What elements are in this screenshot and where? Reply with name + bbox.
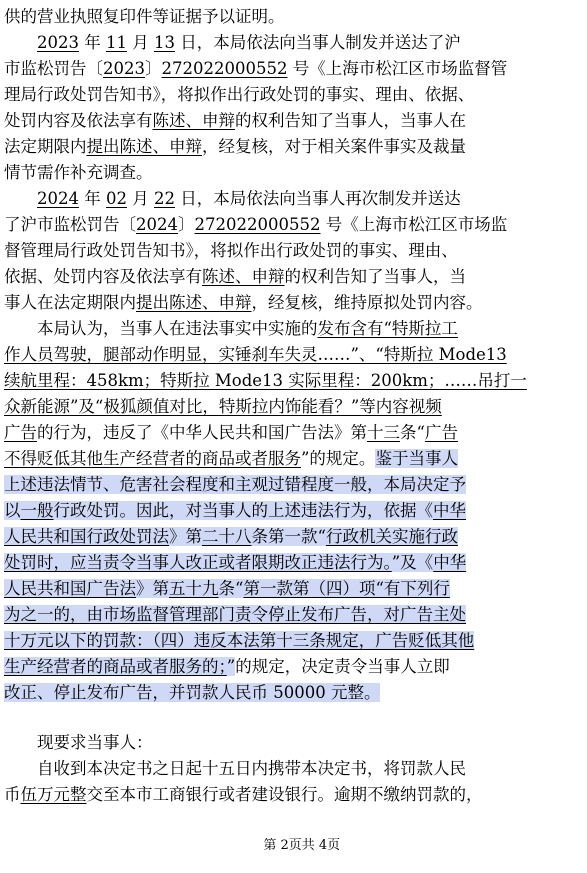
text-segment: 现要求当事人： bbox=[37, 733, 153, 752]
highlighted-text: 上述违法情节、危害社会程度和主观过错程度一般，本局决定予 bbox=[4, 475, 466, 494]
highlighted-text: 》第 bbox=[136, 579, 169, 598]
underlined-text: 提出陈述、申辩 bbox=[86, 137, 202, 156]
text-line bbox=[4, 368, 583, 394]
text-segment: 号《上海市松江区市场监督管 bbox=[287, 59, 508, 78]
highlighted-text: 改正、停止发布广告，并罚款人民币 50000 元整。 bbox=[4, 683, 381, 702]
text-line bbox=[4, 316, 587, 342]
text-segment: 交至本市工商银行或者建设银行。逾期不缴纳罚款的， bbox=[86, 785, 483, 804]
highlighted-text: 五十九 bbox=[169, 579, 219, 598]
text-segment: 供的营业执照复印件等证据予以证明。 bbox=[4, 7, 285, 26]
underlined-text: 272022000552 bbox=[161, 59, 288, 78]
text-line bbox=[4, 730, 587, 756]
underlined-text: 伍万元整 bbox=[20, 785, 87, 804]
text-line bbox=[4, 680, 583, 706]
text-line bbox=[4, 108, 583, 134]
text-segment: ，经复核，对于相关案件事实及裁量 bbox=[202, 137, 466, 156]
text-segment: 理局行政处罚告知书》，将拟作出行政处罚的事实、理由、依据、 bbox=[4, 85, 475, 104]
footer-prefix: 第 bbox=[263, 838, 281, 853]
underlined-text: 2023 bbox=[37, 33, 79, 52]
text-line bbox=[4, 264, 583, 290]
text-line bbox=[4, 576, 583, 602]
text-segment: 月 bbox=[127, 189, 154, 208]
highlighted-text: 鉴于当事人 bbox=[375, 449, 458, 468]
underlined-text: 272022000552 bbox=[194, 215, 321, 234]
text-segment: 督管理局行政处罚告知书》，将拟作出行政处罚的事实、理由、 bbox=[4, 241, 458, 260]
text-segment: 的行为，违反了《中华人民共和国广告法》第 bbox=[37, 423, 367, 442]
text-line bbox=[4, 782, 583, 808]
text-line bbox=[4, 134, 583, 160]
underlined-text: 众新能源”及“极狐颜值对比，特斯拉内饰能看？”等内容视频 bbox=[4, 397, 442, 416]
underlined-text: 广告 bbox=[4, 423, 37, 442]
text-segment: 年 bbox=[79, 33, 106, 52]
text-segment: 〕 bbox=[178, 215, 195, 234]
footer-middle: 页共 bbox=[288, 838, 319, 853]
highlighted-text: 中华 bbox=[433, 501, 466, 520]
text-line bbox=[4, 394, 583, 420]
footer-page-number: 2 bbox=[280, 838, 289, 853]
highlighted-text: 行政机关实施行政 bbox=[325, 527, 458, 546]
text-segment: 的权利告知了当事人，当 bbox=[284, 267, 466, 286]
highlighted-text: 人民共和国广告法 bbox=[4, 579, 136, 598]
text-line bbox=[4, 602, 583, 628]
text-line bbox=[4, 238, 583, 264]
text-segment: 依据、处罚内容及依法享有 bbox=[4, 267, 202, 286]
highlighted-text: 条“ bbox=[218, 579, 244, 598]
highlighted-text: 二十八 bbox=[202, 527, 252, 546]
text-line bbox=[4, 30, 587, 56]
text-segment: 的规定，决定责令当事人立即 bbox=[235, 657, 450, 676]
text-segment: 〕 bbox=[145, 59, 162, 78]
highlighted-text: 》第 bbox=[169, 527, 202, 546]
text-line bbox=[4, 550, 583, 576]
highlighted-text: 为之一的，由市场监督管理部门责令停止发布广告，对广告主处 bbox=[4, 605, 466, 624]
text-segment: 月 bbox=[127, 33, 154, 52]
text-line bbox=[4, 472, 583, 498]
highlighted-text: 第一款第（四）项“有下列行 bbox=[243, 579, 450, 598]
text-line bbox=[4, 4, 583, 30]
highlighted-text: 以 bbox=[4, 501, 21, 520]
footer-total-pages: 4 bbox=[318, 838, 328, 853]
text-line bbox=[4, 524, 583, 550]
text-line bbox=[4, 654, 583, 680]
underlined-text: 十三 bbox=[367, 423, 400, 442]
text-segment: 了沪市监松罚告〔 bbox=[4, 215, 136, 234]
highlighted-text: 中华 bbox=[433, 553, 467, 572]
underlined-text: 13 bbox=[154, 33, 175, 52]
highlighted-text: 人民共和国行政处罚法 bbox=[4, 527, 169, 546]
highlighted-text: ” bbox=[226, 657, 236, 676]
highlighted-text: 生产经营者的商品或者服务的； bbox=[4, 657, 227, 676]
underlined-text: 续航里程：458km；特斯拉 Mode13 实际里程：200km；……吊打一 bbox=[4, 371, 527, 390]
page-footer bbox=[0, 819, 587, 873]
underlined-text: 11 bbox=[106, 33, 127, 52]
text-segment: 号《上海市松江区市场监 bbox=[320, 215, 508, 234]
underlined-text: 2024 bbox=[136, 215, 178, 234]
underlined-text: 作人员驾驶，腿部动作明显，实锤刹车失灵……”、“特斯拉 Mode13 bbox=[4, 345, 507, 364]
text-segment: 的权利告知了当事人，当事人在 bbox=[235, 111, 466, 130]
text-segment: 条“ bbox=[400, 423, 425, 442]
text-segment: 年 bbox=[79, 189, 106, 208]
underlined-text: 广告 bbox=[424, 423, 458, 442]
text-segment: 本局认为，当事人在违法事实中实施的 bbox=[37, 319, 318, 338]
text-segment: 日，本局依法向当事人制发并送达了沪 bbox=[175, 33, 461, 52]
highlighted-text: 一般 bbox=[20, 501, 54, 520]
highlighted-text: 十万元以下的罚款：（四）违反本法第十三条规定，广告贬低其他 bbox=[4, 631, 475, 650]
text-line bbox=[4, 160, 583, 186]
text-segment: 情节需作补充调查。 bbox=[4, 163, 153, 182]
text-segment: 自收到本决定书之日起十五日内携带本决定书，将罚款人民 bbox=[37, 759, 466, 778]
text-line bbox=[4, 82, 583, 108]
underlined-text: 提出陈述、申辩 bbox=[136, 293, 252, 312]
text-segment: 法定期限内 bbox=[4, 137, 87, 156]
text-segment: 币 bbox=[4, 785, 21, 804]
underlined-text: 02 bbox=[106, 189, 127, 208]
text-segment: 处罚内容及依法享有 bbox=[4, 111, 153, 130]
underlined-text: 发布含有“特斯拉工 bbox=[317, 319, 458, 338]
highlighted-text: 行政处罚。因此，对当事人的上述违法行为，依据《 bbox=[53, 501, 433, 520]
text-line bbox=[4, 186, 587, 212]
text-line bbox=[4, 56, 583, 82]
text-segment: ，经复核，维持原拟处罚内容。 bbox=[251, 293, 483, 312]
underlined-text: 不得贬低其他生产经营者的商品或者服务 bbox=[4, 449, 301, 468]
text-line bbox=[4, 212, 583, 238]
text-segment: 日，本局依法向当事人再次制发并送达 bbox=[175, 189, 461, 208]
text-segment: ”的规定。 bbox=[301, 449, 376, 468]
text-line bbox=[4, 628, 583, 654]
underlined-text: 陈述、申辩 bbox=[152, 111, 235, 130]
text-line bbox=[4, 420, 583, 446]
underlined-text: 22 bbox=[154, 189, 175, 208]
text-line bbox=[4, 446, 583, 472]
text-segment: 事人在法定期限内 bbox=[4, 293, 136, 312]
highlighted-text: 处罚时，应当责令当事人改正或者限期改正违法行为。 bbox=[4, 553, 392, 572]
highlighted-text: ”及《 bbox=[391, 553, 434, 572]
text-line bbox=[4, 756, 587, 782]
underlined-text: 2024 bbox=[37, 189, 79, 208]
underlined-text: 2023 bbox=[103, 59, 145, 78]
highlighted-text: 条第一款“ bbox=[251, 527, 326, 546]
footer-suffix: 页 bbox=[327, 838, 341, 853]
underlined-text: 陈述、申辩 bbox=[202, 267, 285, 286]
text-line bbox=[4, 290, 583, 316]
text-line bbox=[4, 706, 583, 732]
text-line bbox=[4, 342, 583, 368]
text-segment: 市监松罚告〔 bbox=[4, 59, 103, 78]
text-line bbox=[4, 498, 583, 524]
